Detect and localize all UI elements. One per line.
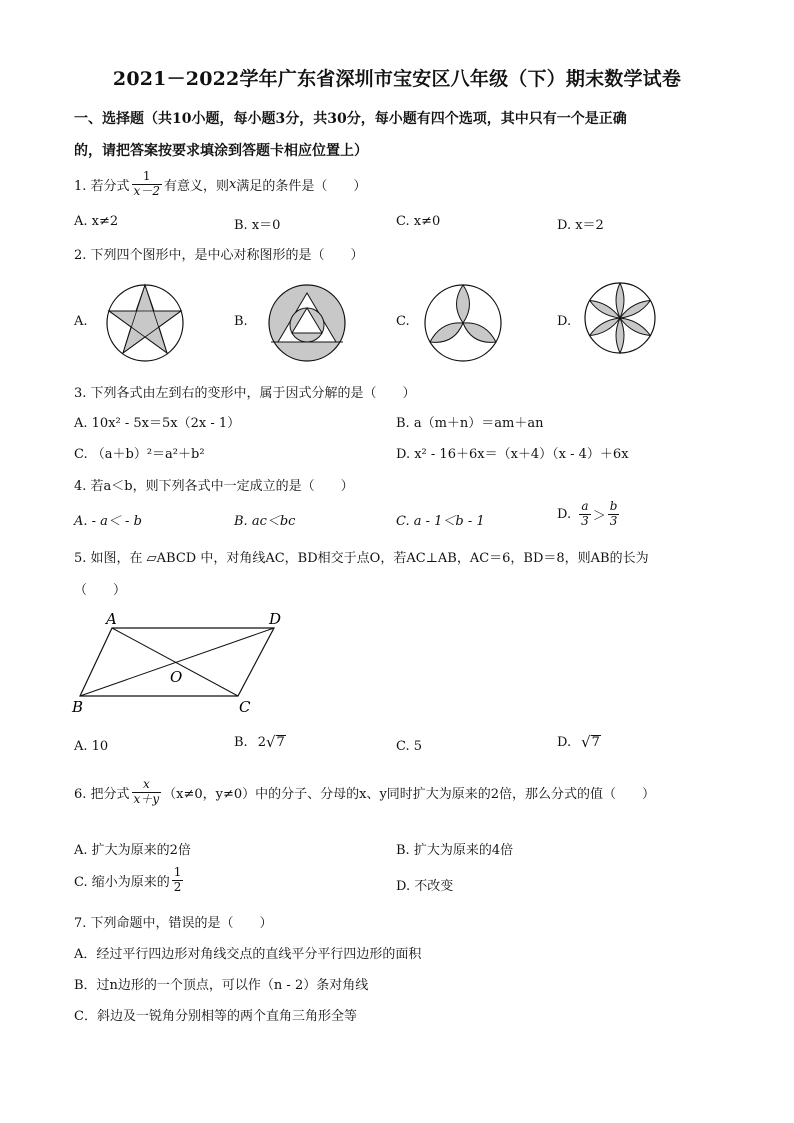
q5-option-b-label: B.	[234, 735, 248, 751]
q1-option-b: B. x＝0	[234, 218, 281, 233]
q5-option-b-coefficient: 2	[257, 735, 266, 751]
question-3: 3. 下列各式由左到右的变形中，属于因式分解的是（ ）	[74, 386, 416, 401]
q7-option-b: B．过n边形的一个顶点，可以作（n - 2）条对角线	[74, 978, 369, 993]
question-2: 2. 下列四个图形中，是中心对称图形的是（ ）	[74, 248, 364, 263]
question-6-fraction	[132, 778, 162, 807]
question-7: 7. 下列命题中，错误的是（ ）	[74, 916, 273, 931]
q7-option-a: A．经过平行四边形对角线交点的直线平分平行四边形的面积	[74, 947, 422, 962]
q4-option-d-fraction-a	[579, 500, 591, 529]
triangle-in-circle-figure-icon	[266, 282, 348, 364]
question-1	[74, 170, 366, 199]
q3-option-c: C. （a＋b）²＝a²＋b²	[74, 447, 205, 462]
q4-option-d-label: D.	[557, 506, 572, 522]
fraction-denominator: 3	[609, 513, 618, 528]
q3-option-a: A. 10x² - 5x＝5x（2x - 1）	[74, 416, 241, 431]
q6-option-a: A. 扩大为原来的2倍	[74, 843, 191, 858]
question-4: 4. 若a＜b，则下列各式中一定成立的是（ ）	[74, 479, 354, 494]
vertex-label-d: D	[269, 610, 282, 628]
q6-option-b: B. 扩大为原来的4倍	[396, 843, 514, 858]
center-label-o: O	[170, 668, 183, 686]
q5-option-c: C. 5	[396, 739, 423, 754]
q2-label-d: D.	[557, 314, 572, 329]
question-1-variable: x	[228, 176, 237, 192]
fraction-denominator: x＋y	[133, 791, 160, 806]
question-1-fraction	[132, 170, 162, 199]
radicand: 7	[276, 735, 285, 750]
q4-option-d-relation: ＞	[592, 508, 606, 524]
fraction-denominator: 2	[173, 879, 182, 894]
radicand: 7	[591, 735, 600, 750]
fraction-numerator: 1	[173, 865, 182, 879]
question-6-suffix: （x≠0，y≠0）中的分子、分母的x、y同时扩大为原来的2倍，那么分式的值（ ）	[163, 786, 656, 802]
q2-label-c: C.	[396, 314, 410, 329]
q6-option-c-fraction	[172, 866, 184, 895]
question-5-line2: （ ）	[74, 583, 127, 598]
square-root-icon: √ 7	[581, 733, 600, 752]
fraction-numerator: a	[581, 499, 589, 513]
q1-option-a: A. x≠2	[74, 214, 119, 229]
section-heading-line1: 一、选择题（共10小题，每小题3分，共30分，每小题有四个选项，其中只有一个是正确	[74, 111, 627, 127]
fraction-numerator: x	[142, 777, 150, 791]
q2-label-a: A.	[74, 314, 88, 329]
three-petal-figure-icon	[422, 282, 504, 364]
q3-option-d: D. x² - 16＋6x＝（x＋4）（x - 4）＋6x	[396, 447, 629, 462]
section-heading-line2: 的，请把答案按要求填涂到答题卡相应位置上）	[74, 143, 368, 159]
question-6	[74, 778, 655, 807]
square-root-icon: √ 7	[265, 733, 285, 752]
parallelogram-figure	[70, 610, 290, 720]
pentagram-figure-icon	[104, 282, 186, 364]
question-1-prefix: 1. 若分式	[74, 178, 130, 194]
fraction-numerator: b	[609, 499, 618, 513]
q1-option-c: C. x≠0	[396, 214, 441, 229]
vertex-label-a: A	[106, 610, 117, 628]
q4-option-d-fraction-b	[608, 500, 620, 529]
q6-option-c	[74, 866, 185, 895]
q4-option-b: B. ac＜bc	[234, 514, 296, 529]
q4-option-d	[557, 500, 621, 529]
vertex-label-c: C	[239, 698, 251, 716]
fraction-denominator: 3	[581, 513, 589, 528]
question-1-suffix-b: 满足的条件是（ ）	[236, 178, 367, 194]
fraction-denominator: x－2	[133, 183, 160, 198]
q7-option-c: C．斜边及一锐角分别相等的两个直角三角形全等	[74, 1009, 357, 1024]
question-1-suffix-a: 有意义，则	[163, 178, 229, 194]
q5-option-d-label: D.	[557, 735, 572, 751]
q4-option-c: C. a - 1＜b - 1	[396, 514, 485, 529]
q5-option-b	[234, 735, 286, 750]
question-6-prefix: 6. 把分式	[74, 786, 130, 802]
q2-label-b: B.	[234, 314, 248, 329]
vertex-label-b: B	[72, 698, 84, 716]
six-petal-figure-icon	[582, 280, 658, 356]
question-5-line1: 5. 如图，在 ▱ABCD 中，对角线AC，BD相交于点O，若AC⊥AB，AC＝6，BD＝8，则AB的长为	[74, 551, 649, 566]
q3-option-b: B. a（m＋n）＝am＋an	[396, 416, 544, 431]
fraction-numerator: 1	[142, 169, 151, 183]
q6-option-c-text: C. 缩小为原来的	[74, 874, 170, 890]
q6-option-d: D. 不改变	[396, 879, 454, 894]
q5-option-d	[557, 735, 601, 750]
q5-option-a: A. 10	[74, 739, 109, 754]
q4-option-a: A. - a＜ - b	[74, 514, 142, 529]
q1-option-d: D. x＝2	[557, 218, 604, 233]
page-title: 2021－2022学年广东省深圳市宝安区八年级（下）期末数学试卷	[112, 68, 682, 90]
